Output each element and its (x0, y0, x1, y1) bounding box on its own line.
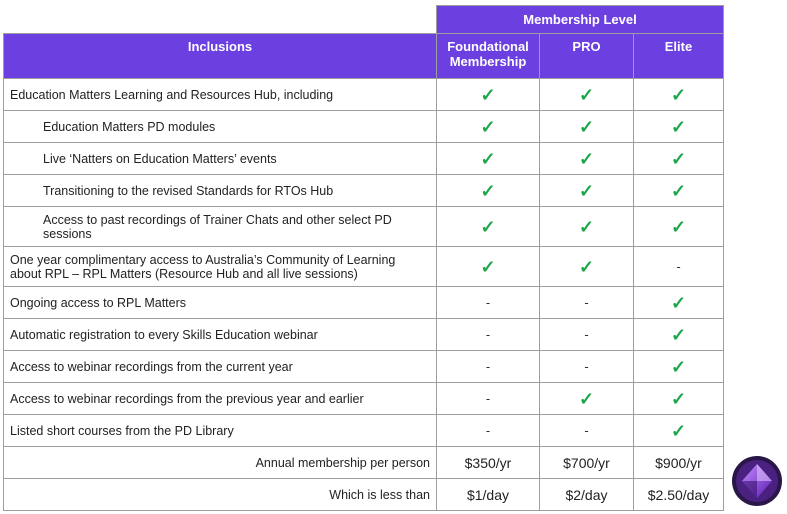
table-row (4, 383, 724, 415)
dash-mark: - (485, 327, 491, 342)
level-cell (437, 111, 540, 143)
inclusion-label: Automatic registration to every Skills Education webinar (4, 319, 437, 351)
pricing-row (4, 479, 724, 511)
level-cell (540, 175, 634, 207)
checkmark-icon: ✓ (578, 148, 595, 169)
pricing-label: Which is less than (4, 479, 437, 511)
level-cell (437, 383, 540, 415)
dash-mark: - (584, 327, 589, 342)
checkmark-icon: ✓ (578, 388, 595, 409)
inclusion-label: Ongoing access to RPL Matters (4, 287, 437, 319)
level-cell (540, 287, 634, 319)
table-row (4, 175, 724, 207)
header-corner (4, 6, 437, 34)
checkmark-icon: ✓ (578, 216, 595, 237)
inclusion-label: Education Matters PD modules (4, 111, 437, 143)
level-cell (634, 351, 724, 383)
dash-mark: - (584, 359, 589, 374)
checkmark-icon: ✓ (670, 356, 687, 377)
price-value: $2.50/day (634, 479, 724, 511)
level-cell (634, 207, 724, 247)
level-cell (634, 383, 724, 415)
level-cell (634, 143, 724, 175)
level-header-0: Foundational Membership (437, 34, 540, 79)
inclusion-label: Listed short courses from the PD Library (4, 415, 437, 447)
level-cell (634, 247, 724, 287)
level-cell (540, 415, 634, 447)
dash-mark: - (584, 295, 589, 310)
table-row (4, 415, 724, 447)
checkmark-icon: ✓ (670, 388, 687, 409)
level-cell (634, 287, 724, 319)
price-value: $700/yr (540, 447, 634, 479)
level-cell (540, 351, 634, 383)
pricing-label: Annual membership per person (4, 447, 437, 479)
price-value: $350/yr (437, 447, 540, 479)
checkmark-icon: ✓ (670, 148, 687, 169)
checkmark-icon: ✓ (670, 420, 687, 441)
level-cell (634, 111, 724, 143)
table-row (4, 319, 724, 351)
level-cell (437, 287, 540, 319)
price-value: $1/day (437, 479, 540, 511)
level-cell (634, 175, 724, 207)
dash-mark: - (485, 359, 491, 374)
inclusion-label: Access to past recordings of Trainer Chats and other select PD sessions (4, 207, 437, 247)
inclusion-label: Access to webinar recordings from the previous year and earlier (4, 383, 437, 415)
inclusion-label: Access to webinar recordings from the current year (4, 351, 437, 383)
level-cell (540, 207, 634, 247)
membership-level-header: Membership Level (437, 6, 724, 34)
level-cell (540, 111, 634, 143)
level-cell (437, 207, 540, 247)
level-cell (634, 79, 724, 111)
checkmark-icon: ✓ (578, 180, 595, 201)
price-value: $2/day (540, 479, 634, 511)
pricing-row (4, 447, 724, 479)
table-row (4, 287, 724, 319)
checkmark-icon: ✓ (670, 84, 687, 105)
level-cell (634, 319, 724, 351)
level-cell (437, 79, 540, 111)
level-cell (540, 247, 634, 287)
dash-mark: - (584, 423, 589, 438)
level-cell (634, 415, 724, 447)
level-header-1: PRO (540, 34, 634, 79)
checkmark-icon: ✓ (480, 148, 496, 169)
checkmark-icon: ✓ (578, 256, 595, 277)
table-row (4, 207, 724, 247)
level-cell (540, 319, 634, 351)
level-cell (437, 351, 540, 383)
inclusions-header: Inclusions (4, 34, 437, 79)
table-row (4, 247, 724, 287)
table-row (4, 111, 724, 143)
purple-diamond-logo-icon (731, 455, 783, 507)
checkmark-icon: ✓ (578, 116, 595, 137)
level-cell (437, 175, 540, 207)
dash-mark: - (485, 391, 491, 406)
level-cell (540, 143, 634, 175)
level-cell (437, 143, 540, 175)
level-cell (437, 247, 540, 287)
inclusion-label: Live ‘Natters on Education Matters’ events (4, 143, 437, 175)
table-row (4, 351, 724, 383)
checkmark-icon: ✓ (480, 116, 496, 137)
membership-table (3, 5, 724, 511)
level-cell (540, 383, 634, 415)
inclusion-label: Transitioning to the revised Standards for RTOs Hub (4, 175, 437, 207)
checkmark-icon: ✓ (578, 84, 595, 105)
table-row (4, 79, 724, 111)
checkmark-icon: ✓ (480, 180, 496, 201)
level-cell (540, 79, 634, 111)
checkmark-icon: ✓ (480, 84, 496, 105)
inclusion-label: Education Matters Learning and Resources Hub, including (4, 79, 437, 111)
checkmark-icon: ✓ (480, 216, 496, 237)
checkmark-icon: ✓ (670, 180, 687, 201)
dash-mark: - (485, 423, 491, 438)
price-value: $900/yr (634, 447, 724, 479)
level-cell (437, 319, 540, 351)
dash-mark: - (676, 259, 681, 274)
checkmark-icon: ✓ (670, 292, 687, 313)
level-header-2: Elite (634, 34, 724, 79)
table-row (4, 143, 724, 175)
checkmark-icon: ✓ (670, 116, 687, 137)
checkmark-icon: ✓ (670, 216, 687, 237)
checkmark-icon: ✓ (670, 324, 687, 345)
checkmark-icon: ✓ (480, 256, 496, 277)
dash-mark: - (485, 295, 491, 310)
inclusion-label: One year complimentary access to Australia’s Community of Learning about RPL – RPL Matters (Resource Hub and all live sessions) (4, 247, 437, 287)
level-cell (437, 415, 540, 447)
